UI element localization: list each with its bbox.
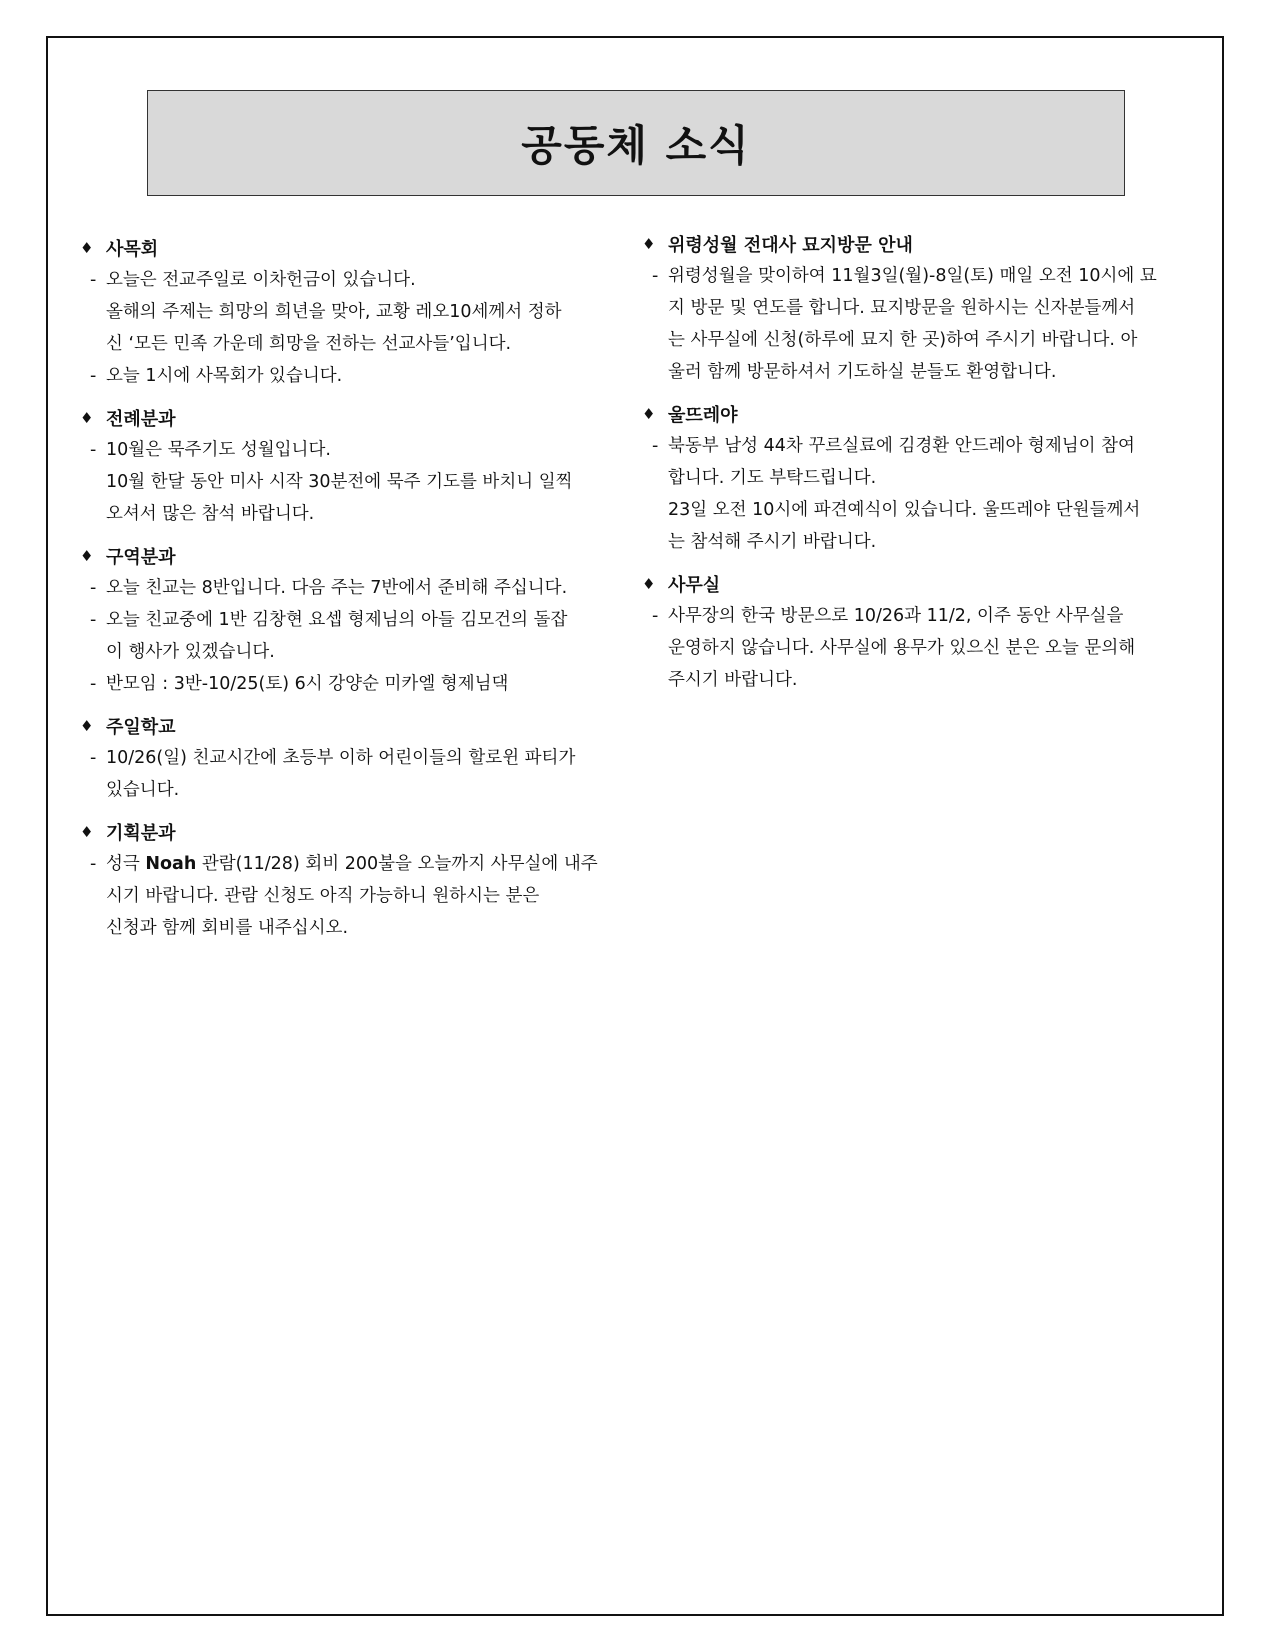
item-text: 북동부 남성 44차 꾸르실료에 김경환 안드레아 형제님이 참여 합니다. 기도 부탁드립니다. 23일 오전 10시에 파견예식이 있습니다. 울뜨레야 단원들께서 는 참석해 주시기 바랍니다. — [668, 436, 1141, 552]
diamond-bullet-icon: ♦ — [80, 239, 94, 257]
section-district — [78, 540, 623, 700]
diamond-bullet-icon: ♦ — [642, 575, 656, 593]
section-title: 구역분과 — [106, 547, 176, 568]
section-liturgy — [78, 402, 623, 530]
dash-marker: - — [90, 674, 97, 694]
dash-marker: - — [90, 610, 97, 630]
section-title: 전례분과 — [106, 409, 176, 430]
item-text — [106, 848, 623, 944]
item-text: 10월은 묵주기도 성월입니다. 10월 한달 동안 미사 시작 30분전에 묵주 기도를 바치니 일찍 오셔서 많은 참석 바랍니다. — [106, 440, 573, 524]
diamond-bullet-icon: ♦ — [80, 717, 94, 735]
dash-marker: - — [652, 606, 659, 626]
section-header — [78, 232, 623, 264]
dash-marker: - — [90, 748, 97, 768]
list-item — [78, 604, 623, 668]
diamond-bullet-icon: ♦ — [80, 547, 94, 565]
section-title: 울뜨레야 — [668, 405, 738, 426]
section-planning — [78, 816, 623, 944]
left-column — [78, 228, 623, 954]
item-text-after: 관람(11/28) 회비 200불을 오늘까지 사무실에 내주 시기 바랍니다. 관람 신청도 아직 가능하니 원하시는 분은 신청과 함께 회비를 내주십시오. — [106, 854, 598, 938]
list-item — [640, 260, 1205, 388]
section-cemetery-visit — [640, 228, 1205, 388]
section-title: 사목회 — [106, 239, 159, 260]
section-header — [78, 540, 623, 572]
dash-marker: - — [90, 270, 97, 290]
dash-marker: - — [652, 436, 659, 456]
section-title: 주일학교 — [106, 717, 176, 738]
diamond-bullet-icon: ♦ — [642, 235, 656, 253]
list-item — [640, 600, 1205, 696]
item-text-bold: Noah — [145, 854, 197, 874]
section-header — [78, 402, 623, 434]
list-item — [78, 848, 623, 944]
diamond-bullet-icon: ♦ — [80, 823, 94, 841]
dash-marker: - — [90, 578, 97, 598]
right-column — [640, 224, 1205, 706]
list-item — [640, 430, 1205, 558]
section-ultreya — [640, 398, 1205, 558]
dash-marker: - — [90, 366, 97, 386]
item-text: 오늘은 전교주일로 이차헌금이 있습니다. 올해의 주제는 희망의 희년을 맞아, 교황 레오10세께서 정하 신 ‘모든 민족 가운데 희망을 전하는 선교사들’입니다. — [106, 270, 562, 354]
section-header — [640, 228, 1205, 260]
section-header — [640, 568, 1205, 600]
section-header — [78, 710, 623, 742]
diamond-bullet-icon: ♦ — [642, 405, 656, 423]
title-banner — [147, 90, 1125, 196]
section-office — [640, 568, 1205, 696]
item-text: 오늘 1시에 사목회가 있습니다. — [106, 366, 343, 386]
item-text: 위령성월을 맞이하여 11월3일(월)-8일(토) 매일 오전 10시에 묘 지 방문 및 연도를 합니다. 묘지방문을 원하시는 신자분들께서 는 사무실에 신청(하루에 묘지 한 곳)하여 주시기 바랍니다. 아 울러 함께 방문하셔서 기도하실 분들도 환영합니다. — [668, 266, 1157, 382]
page-title: 공동체 소식 — [521, 121, 751, 170]
list-item — [78, 742, 623, 806]
list-item — [78, 264, 623, 360]
section-samokhoe — [78, 232, 623, 392]
section-header — [640, 398, 1205, 430]
item-text: 오늘 친교는 8반입니다. 다음 주는 7반에서 준비해 주십니다. — [106, 578, 568, 598]
item-text: 사무장의 한국 방문으로 10/26과 11/2, 이주 동안 사무실을 운영하지 않습니다. 사무실에 용무가 있으신 분은 오늘 문의해 주시기 바랍니다. — [668, 606, 1136, 690]
item-text: 10/26(일) 친교시간에 초등부 이하 어린이들의 할로윈 파티가 있습니다. — [106, 748, 576, 800]
section-sunday-school — [78, 710, 623, 806]
section-header — [78, 816, 623, 848]
list-item — [78, 572, 623, 604]
item-text: 반모임 : 3반-10/25(토) 6시 강양순 미카엘 형제님댁 — [106, 674, 509, 694]
item-text-before: 성극 — [106, 854, 146, 874]
list-item — [78, 360, 623, 392]
list-item — [78, 434, 623, 530]
section-title: 위령성월 전대사 묘지방문 안내 — [668, 235, 913, 256]
list-item — [78, 668, 623, 700]
section-title: 사무실 — [668, 575, 721, 596]
item-text: 오늘 친교중에 1반 김창현 요셉 형제님의 아들 김모건의 돌잡 이 행사가 있겠습니다. — [106, 610, 568, 662]
dash-marker: - — [652, 266, 659, 286]
dash-marker: - — [90, 440, 97, 460]
dash-marker: - — [90, 854, 97, 874]
diamond-bullet-icon: ♦ — [80, 409, 94, 427]
section-title: 기획분과 — [106, 823, 176, 844]
